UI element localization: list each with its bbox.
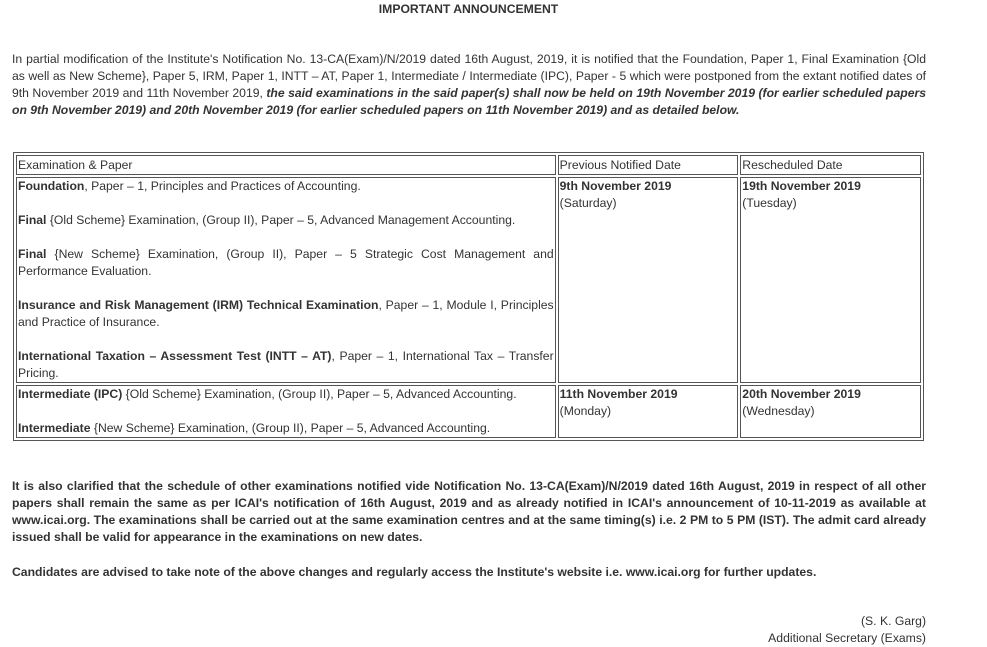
intro-emphasis: the said examinations in the said paper(s) shall now be held on 19th November 2019 (for earlier scheduled papers on 9th November 2019) and 20th November 2019 (for earlier scheduled papers on 11th November 2019) and as detailed below.	[12, 86, 926, 117]
rescheduled-day: (Tuesday)	[742, 196, 797, 210]
exam-name: Intermediate	[18, 421, 91, 435]
exam-entry	[18, 386, 554, 403]
exam-entry	[18, 246, 554, 280]
exam-name: Final	[18, 213, 47, 227]
page-title: IMPORTANT ANNOUNCEMENT	[378, 2, 559, 16]
exam-detail: {New Scheme} Examination, (Group II), Paper – 5, Advanced Accounting.	[90, 421, 491, 435]
schedule-table	[13, 152, 924, 441]
exam-paper-cell	[16, 385, 556, 438]
exam-entry	[18, 420, 554, 437]
table-row	[16, 177, 921, 383]
exam-detail: , Paper – 1, Module I, Principles and Practice of Insurance.	[18, 298, 554, 329]
table-row	[16, 385, 921, 438]
exam-entry	[18, 348, 554, 382]
exam-detail: {Old Scheme} Examination, (Group II), Paper – 5, Advanced Management Accounting.	[46, 213, 516, 227]
previous-day: (Saturday)	[559, 196, 617, 210]
header-exam-paper: Examination & Paper	[16, 155, 556, 175]
signatory-designation: Additional Secretary (Exams)	[768, 631, 926, 645]
clarification-paragraph: It is also clarified that the schedule of other examinations notified vide Notification No. 13-CA(Exam)/N/2019 dated 16th August, 2019 in respect of all other papers shall remain the same as per ICAI's notification of 16th August, 2019 and as already notified in ICAI's announcement of 10-11-2019 as available at www.icai.org. The examinations shall be carried out at the same examination centres and at the same timing(s) i.e. 2 PM to 5 PM (IST). The admit card already issued shall be valid for appearance in the examinations on new dates.	[12, 479, 926, 544]
header-previous-date: Previous Notified Date	[558, 155, 739, 175]
rescheduled-day: (Wednesday)	[742, 404, 815, 418]
exam-detail: {New Scheme} Examination, (Group II), Paper – 5 Strategic Cost Management and Performance Evaluation.	[18, 247, 554, 278]
intro-text: In partial modification of the Institute's Notification No. 13-CA(Exam)/N/2019 dated 16th August, 2019, it is notified that the Foundation, Paper 1, Final Examination {Old as well as New Scheme}, Paper 5, IRM, Paper 1, INTT – AT, Paper 1, Intermediate / Intermediate (IPC), Paper - 5 which were postponed from the extant notified dates of 9th November 2019 and 11th November 2019,	[12, 52, 926, 100]
exam-entry	[18, 212, 554, 229]
advisory-paragraph: Candidates are advised to take note of the above changes and regularly access the Institute's website i.e. www.icai.org for further updates.	[12, 565, 817, 579]
intro-paragraph	[12, 51, 926, 119]
exam-detail: {Old Scheme} Examination, (Group II), Paper – 5, Advanced Accounting.	[122, 387, 517, 401]
exam-name: Final	[18, 247, 47, 261]
header-rescheduled-date: Rescheduled Date	[740, 155, 921, 175]
previous-date: 11th November 2019	[559, 387, 678, 401]
rescheduled-date: 19th November 2019	[742, 179, 861, 193]
rescheduled-date-cell	[740, 385, 921, 438]
exam-detail: , Paper – 1, Principles and Practices of Accounting.	[84, 179, 361, 193]
schedule-table-wrapper	[13, 152, 924, 441]
table-header-row	[16, 155, 921, 175]
rescheduled-date-cell	[740, 177, 921, 383]
exam-name: Intermediate (IPC)	[18, 387, 123, 401]
previous-date-cell	[558, 177, 739, 383]
rescheduled-date: 20th November 2019	[742, 387, 861, 401]
exam-entry	[18, 297, 554, 331]
previous-date-cell	[558, 385, 739, 438]
exam-name: International Taxation – Assessment Test (INTT – AT)	[18, 349, 332, 363]
previous-day: (Monday)	[559, 404, 612, 418]
exam-paper-cell	[16, 177, 556, 383]
exam-entry	[18, 178, 554, 195]
exam-detail: , Paper – 1, International Tax – Transfer Pricing.	[18, 349, 554, 380]
signatory-name: (S. K. Garg)	[860, 614, 926, 628]
previous-date: 9th November 2019	[559, 179, 672, 193]
exam-name: Foundation	[18, 179, 85, 193]
exam-name: Insurance and Risk Management (IRM) Technical Examination	[18, 298, 379, 312]
